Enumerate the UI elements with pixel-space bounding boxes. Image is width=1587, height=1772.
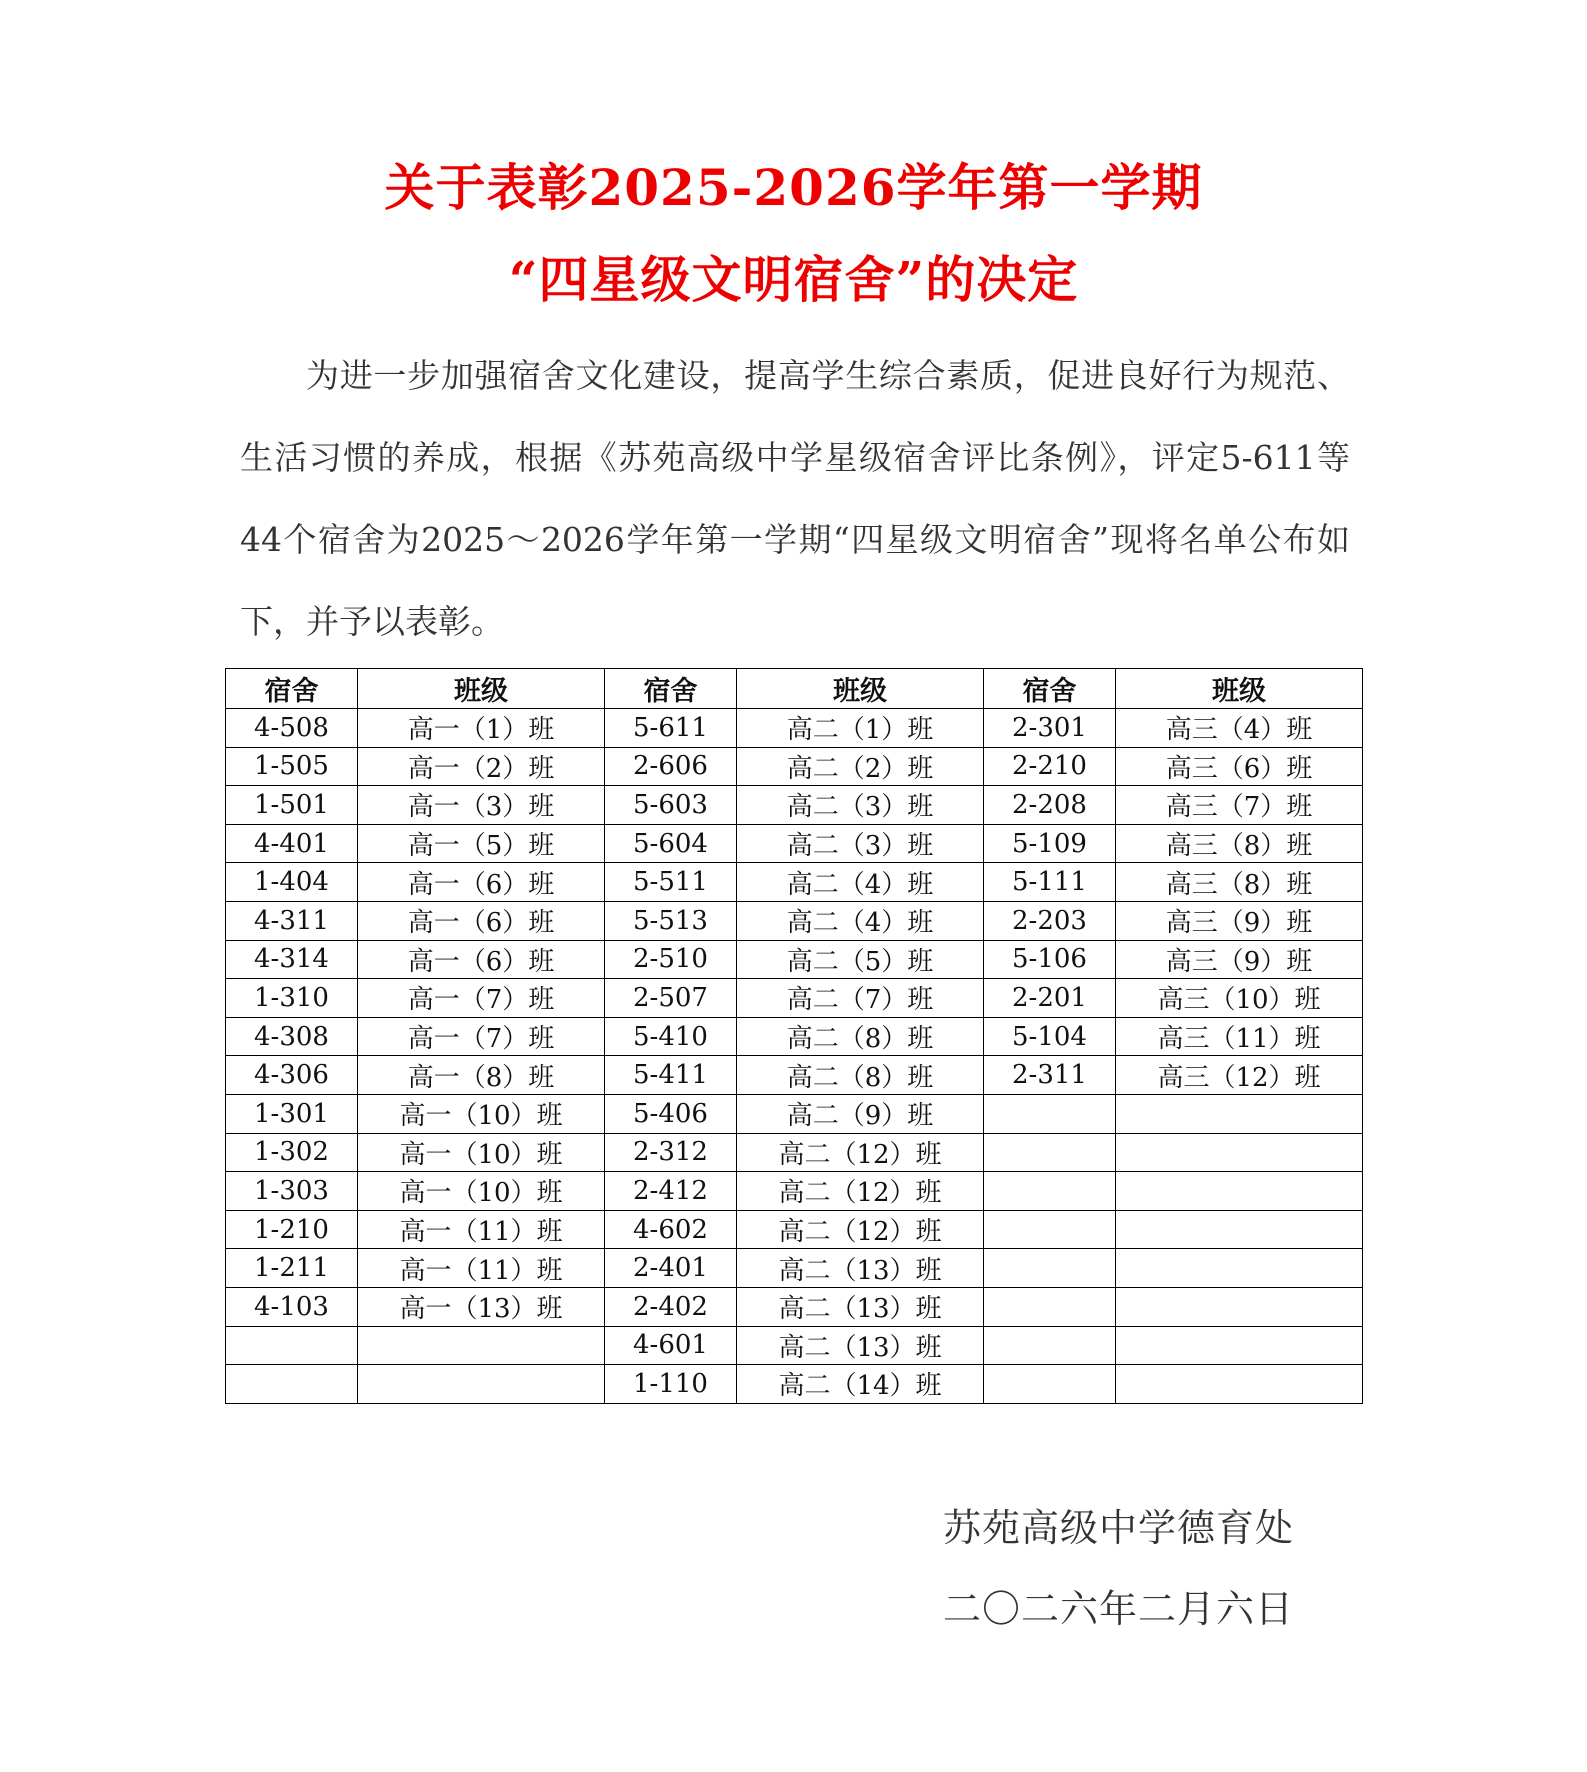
class-cell [1116, 1365, 1363, 1404]
dorm-cell: 5-104 [984, 1017, 1116, 1056]
table-row [226, 786, 1363, 825]
dormitory-list-table [225, 668, 1363, 1404]
class-cell: 高二（8）班 [737, 1017, 984, 1056]
dorm-cell: 4-103 [226, 1287, 358, 1326]
class-cell [358, 1326, 605, 1365]
document-title-line-2: “四星级文明宿舍”的决定 [508, 250, 1079, 309]
class-cell: 高二（3）班 [737, 786, 984, 825]
class-cell: 高一（11）班 [358, 1210, 605, 1249]
table-row [226, 979, 1363, 1018]
class-cell [1116, 1210, 1363, 1249]
dorm-cell: 2-311 [984, 1056, 1116, 1095]
dorm-cell: 5-511 [605, 863, 737, 902]
class-cell: 高二（1）班 [737, 709, 984, 748]
class-cell: 高二（14）班 [737, 1365, 984, 1404]
class-cell: 高二（12）班 [737, 1210, 984, 1249]
header-class-3: 班级 [1116, 669, 1363, 709]
table-row [226, 1056, 1363, 1095]
class-cell: 高三（4）班 [1116, 709, 1363, 748]
table-row [226, 1017, 1363, 1056]
dorm-cell: 1-110 [605, 1365, 737, 1404]
table-row [226, 1287, 1363, 1326]
class-cell: 高一（10）班 [358, 1133, 605, 1172]
dorm-cell: 5-106 [984, 940, 1116, 979]
table-row [226, 940, 1363, 979]
table-body [226, 709, 1363, 1404]
class-cell: 高一（6）班 [358, 901, 605, 940]
dorm-cell: 2-301 [984, 709, 1116, 748]
class-cell [1116, 1133, 1363, 1172]
dorm-cell: 4-314 [226, 940, 358, 979]
class-cell: 高二（2）班 [737, 747, 984, 786]
dorm-cell: 2-210 [984, 747, 1116, 786]
class-cell: 高二（4）班 [737, 901, 984, 940]
dorm-cell: 5-611 [605, 709, 737, 748]
document-title-line-1: 关于表彰2025-2026学年第一学期 [384, 158, 1203, 217]
dorm-cell: 2-201 [984, 979, 1116, 1018]
class-cell: 高一（3）班 [358, 786, 605, 825]
dorm-cell: 4-508 [226, 709, 358, 748]
body-paragraph: 为进一步加强宿舍文化建设，提高学生综合素质，促进良好行为规范、生活习惯的养成，根据《苏苑高级中学星级宿舍评比条例》，评定5-611等44个宿舍为2025～2026学年第一学期“四星级文明宿舍”现将名单公布如下，并予以表彰。 [240, 356, 1350, 641]
header-class-1: 班级 [358, 669, 605, 709]
class-cell [1116, 1287, 1363, 1326]
header-dorm-2: 宿舍 [605, 669, 737, 709]
dorm-cell: 2-606 [605, 747, 737, 786]
dorm-cell: 2-203 [984, 901, 1116, 940]
class-cell: 高二（12）班 [737, 1133, 984, 1172]
dorm-cell: 1-404 [226, 863, 358, 902]
class-cell: 高一（6）班 [358, 863, 605, 902]
dorm-cell: 1-210 [226, 1210, 358, 1249]
class-cell: 高二（13）班 [737, 1249, 984, 1288]
dorm-cell: 5-109 [984, 824, 1116, 863]
table-row [226, 1365, 1363, 1404]
dorm-cell: 4-601 [605, 1326, 737, 1365]
dorm-cell: 4-401 [226, 824, 358, 863]
class-cell: 高一（13）班 [358, 1287, 605, 1326]
class-cell: 高二（5）班 [737, 940, 984, 979]
class-cell: 高二（13）班 [737, 1287, 984, 1326]
class-cell: 高三（10）班 [1116, 979, 1363, 1018]
class-cell: 高一（11）班 [358, 1249, 605, 1288]
table-row [226, 901, 1363, 940]
dorm-cell [984, 1133, 1116, 1172]
header-class-2: 班级 [737, 669, 984, 709]
dorm-cell: 4-311 [226, 901, 358, 940]
class-cell: 高三（9）班 [1116, 940, 1363, 979]
class-cell: 高二（4）班 [737, 863, 984, 902]
dorm-cell: 2-401 [605, 1249, 737, 1288]
dorm-cell: 4-308 [226, 1017, 358, 1056]
dorm-cell: 5-111 [984, 863, 1116, 902]
dorm-cell: 1-505 [226, 747, 358, 786]
dorm-cell: 5-604 [605, 824, 737, 863]
class-cell: 高三（9）班 [1116, 901, 1363, 940]
class-cell: 高一（10）班 [358, 1172, 605, 1211]
class-cell [1116, 1172, 1363, 1211]
class-cell: 高二（13）班 [737, 1326, 984, 1365]
table-row [226, 1210, 1363, 1249]
class-cell: 高一（2）班 [358, 747, 605, 786]
class-cell [1116, 1094, 1363, 1133]
dorm-cell: 4-306 [226, 1056, 358, 1095]
class-cell: 高一（6）班 [358, 940, 605, 979]
dorm-cell: 1-501 [226, 786, 358, 825]
table-row [226, 1133, 1363, 1172]
dorm-cell: 2-510 [605, 940, 737, 979]
dorm-cell: 2-208 [984, 786, 1116, 825]
dorm-cell: 2-312 [605, 1133, 737, 1172]
class-cell: 高二（8）班 [737, 1056, 984, 1095]
dorm-cell [226, 1365, 358, 1404]
table-row [226, 824, 1363, 863]
table-row [226, 863, 1363, 902]
dorm-cell: 5-406 [605, 1094, 737, 1133]
class-cell: 高三（7）班 [1116, 786, 1363, 825]
dorm-cell [226, 1326, 358, 1365]
dorm-cell: 1-211 [226, 1249, 358, 1288]
class-cell [358, 1365, 605, 1404]
dorm-cell: 5-513 [605, 901, 737, 940]
dorm-cell: 1-301 [226, 1094, 358, 1133]
table-row [226, 747, 1363, 786]
dorm-cell: 4-602 [605, 1210, 737, 1249]
class-cell: 高二（12）班 [737, 1172, 984, 1211]
dorm-cell [984, 1287, 1116, 1326]
class-cell: 高一（7）班 [358, 1017, 605, 1056]
dorm-cell [984, 1172, 1116, 1211]
class-cell: 高三（8）班 [1116, 863, 1363, 902]
table-row [226, 1326, 1363, 1365]
table-row [226, 1172, 1363, 1211]
class-cell: 高二（7）班 [737, 979, 984, 1018]
dorm-cell: 5-603 [605, 786, 737, 825]
table-row [226, 1249, 1363, 1288]
class-cell: 高二（9）班 [737, 1094, 984, 1133]
header-dorm-1: 宿舍 [226, 669, 358, 709]
signature-date: 二〇二六年二月六日 [943, 1587, 1295, 1631]
dorm-cell [984, 1365, 1116, 1404]
class-cell: 高一（5）班 [358, 824, 605, 863]
class-cell: 高二（3）班 [737, 824, 984, 863]
dorm-cell [984, 1326, 1116, 1365]
class-cell: 高一（7）班 [358, 979, 605, 1018]
dorm-cell: 2-402 [605, 1287, 737, 1326]
table-row [226, 1094, 1363, 1133]
header-dorm-3: 宿舍 [984, 669, 1116, 709]
signature-organization: 苏苑高级中学德育处 [943, 1506, 1295, 1550]
class-cell: 高一（8）班 [358, 1056, 605, 1095]
table-header-row [226, 669, 1363, 709]
dorm-cell [984, 1210, 1116, 1249]
dorm-cell [984, 1094, 1116, 1133]
class-cell: 高三（8）班 [1116, 824, 1363, 863]
class-cell: 高一（1）班 [358, 709, 605, 748]
dorm-cell: 2-412 [605, 1172, 737, 1211]
dorm-cell: 5-410 [605, 1017, 737, 1056]
dorm-cell: 1-302 [226, 1133, 358, 1172]
dorm-cell: 2-507 [605, 979, 737, 1018]
class-cell: 高三（12）班 [1116, 1056, 1363, 1095]
class-cell: 高三（11）班 [1116, 1017, 1363, 1056]
table-row [226, 709, 1363, 748]
dorm-cell: 1-303 [226, 1172, 358, 1211]
class-cell: 高一（10）班 [358, 1094, 605, 1133]
dorm-cell: 5-411 [605, 1056, 737, 1095]
class-cell [1116, 1326, 1363, 1365]
dorm-cell: 1-310 [226, 979, 358, 1018]
dorm-cell [984, 1249, 1116, 1288]
class-cell: 高三（6）班 [1116, 747, 1363, 786]
class-cell [1116, 1249, 1363, 1288]
